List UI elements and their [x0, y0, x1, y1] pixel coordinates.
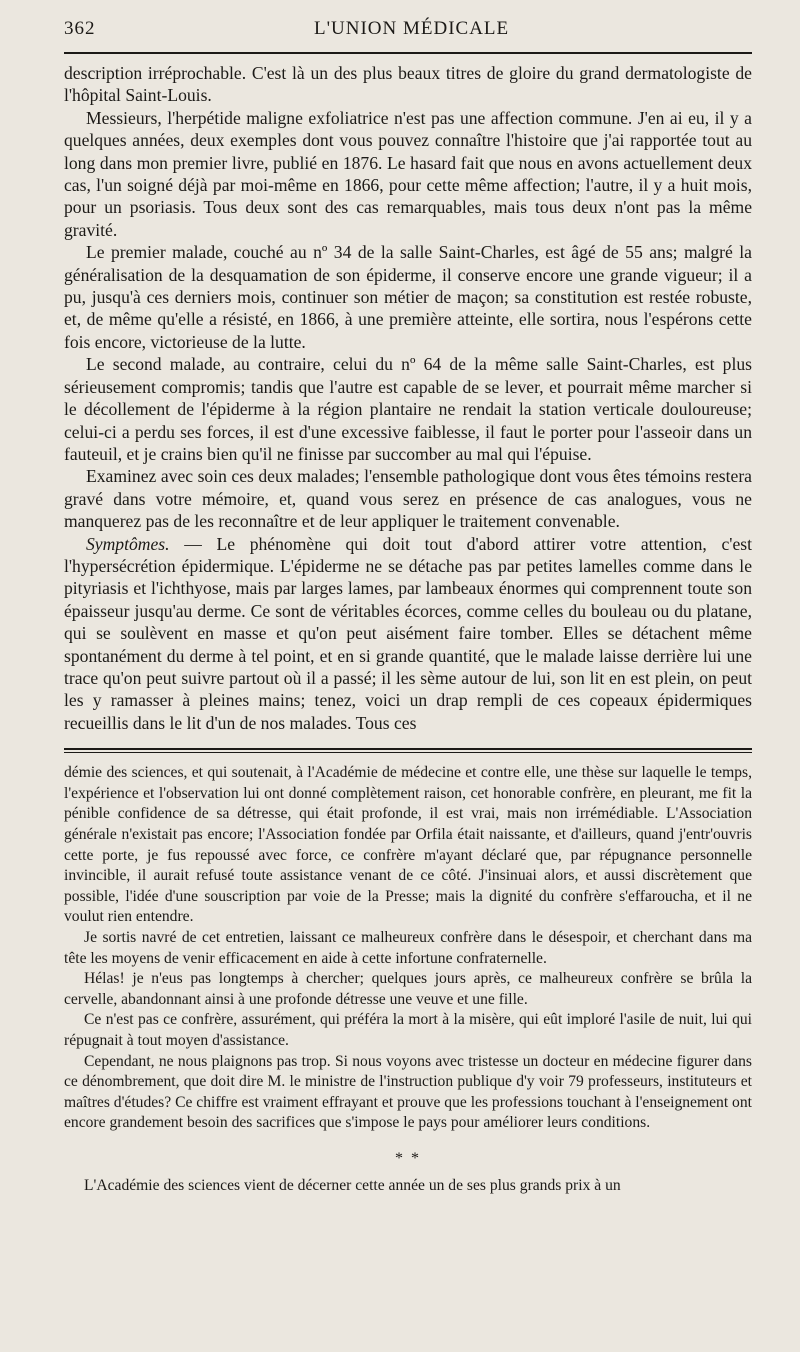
article-paragraph: Examinez avec soin ces deux malades; l'ensemble pathologique dont vous êtes témoins restera gravé dans votre mémoire, et, quand vous serez en présence de cas analogues, vous ne manquerez pas de les reconnaître et de leur appliquer le traitement convenable. — [64, 466, 752, 532]
main-article — [64, 62, 752, 734]
journal-title: L'UNION MÉDICALE — [314, 18, 510, 39]
feuilleton-last-line: L'Académie des sciences vient de décerner cette année un de ses plus grands prix à un — [84, 1176, 621, 1194]
feuilleton-paragraph: Ce n'est pas ce confrère, assurément, qui préféra la mort à la misère, qui eût imploré l'asile de nuit, lui qui répugnait à tout moyen d'assistance. — [64, 1011, 752, 1049]
feuilleton-rule — [64, 748, 752, 753]
running-header — [64, 18, 752, 46]
symptoms-heading: Symptômes. — [86, 533, 170, 554]
page-number: 362 — [64, 18, 96, 39]
symptoms-paragraph — [64, 533, 752, 735]
header-rule — [64, 52, 752, 54]
section-separator: * * — [395, 1149, 421, 1167]
feuilleton-paragraph: Je sortis navré de cet entretien, laissant ce malheureux confrère dans le désespoir, et cherchant dans ma tête les moyens de venir efficacement en aide à cette infortune confraternelle. — [64, 928, 752, 967]
article-paragraph: Messieurs, l'herpétide maligne exfoliatrice n'est pas une affection commune. J'en ai eu, il y a quelques années, deux exemples dont vous pouvez connaître l'histoire que j'ai rapportée tout au long dans mon premier livre, publié en 1876. Le hasard fait que nous en avons actuellement deux cas, l'un soigné déjà par moi-même en 1866, pour cette même affection; l'autre, il y a huit mois, pour un psoriasis. Tous deux sont des cas remarquables, mais tous deux n'ont pas la même gravité. — [64, 107, 752, 240]
article-paragraph: Le second malade, au contraire, celui du nº 64 de la même salle Saint-Charles, est plus sérieusement compromis; tandis que l'autre est capable de se lever, et pourrait même marcher si le décollement de l'épiderme à la région plantaire ne rendait la station verticale douloureuse; celui-ci a perdu ses forces, il est d'une excessive faiblesse, il faut le porter pour l'asseoir dans un fauteuil, et je crains bien qu'il ne finisse par succomber au mal qui l'épuise. — [64, 354, 752, 464]
feuilleton-paragraph: démie des sciences, et qui soutenait, à l'Académie de médecine et contre elle, une thèse sur laquelle le temps, l'expérience et l'observation lui ont donné complètement raison, cet honorable confrère, en pleurant, me fit la pénible confidence de sa détresse, qui était profonde, il est vrai, mais non irrémédiable. L'Association générale n'existait pas encore; l'Association fondée par Orfila était naissante, et d'ailleurs, quand j'entr'ouvris cette porte, je fus repoussé avec force, ce confrère m'ayant déclaré que, par répugnance personnelle invincible, il aurait refusé toute assistance venant de ce côté. J'insinuai alors, et aussi discrètement que possible, l'idée d'une souscription par voie de la Presse; mais la dignité du confrère s'effaroucha, et il ne voulut rien entendre. — [64, 764, 752, 926]
symptoms-text: — Le phénomène qui doit tout d'abord attirer votre attention, c'est l'hypersécrétion épidermique. L'épiderme ne se détache pas par petites lamelles comme dans le pityriasis et l'ichthyose, mais par larges lames, par lambeaux énormes qui comprennent toute son épaisseur jusqu'au derme. Ce sont de véritables écorces, comme celles du bouleau ou du platane, qui se soulèvent en masse et qu'on peut aisément faire tomber. Elles se détachent même spontanément du derme à tel point, et en si grande quantité, que le malade laisse derrière lui une trace qu'on peut suivre partout où il a passé; il les sème autour de lui, son lit en est plein, on peut les y ramasser à pleines mains; tenez, voici un drap rempli de ces copeaux épidermiques recueillis dans le lit d'un de nos malades. Tous ces — [64, 533, 752, 733]
article-paragraph: description irréprochable. C'est là un des plus beaux titres de gloire du grand dermatologiste de l'hôpital Saint-Louis. — [64, 63, 752, 106]
article-paragraph: Le premier malade, couché au nº 34 de la salle Saint-Charles, est âgé de 55 ans; malgré la généralisation de la desquamation de son épiderme, il conserve encore une grande vigueur; il a pu, jusqu'à ces derniers mois, continuer son métier de maçon; sa constitution est restée robuste, et, de même qu'elle a résisté, en 1866, à une première atteinte, elle sortira, nous l'espérons cette fois encore, victorieuse de la lutte. — [64, 242, 752, 352]
feuilleton-paragraph: Cependant, ne nous plaignons pas trop. Si nous voyons avec tristesse un docteur en médecine figurer dans ce dénombrement, que doit dire M. le ministre de l'instruction publique d'y voir 79 professeurs, instituteurs et maîtres d'études? Ce chiffre est vraiment effrayant et prouve que les professions touchant à l'enseignement ont encore grandement besoin des sacrifices que s'impose le pays pour améliorer leurs conditions. — [64, 1052, 752, 1132]
feuilleton-paragraph: Hélas! je n'eus pas longtemps à chercher; quelques jours après, ce malheureux confrère se brûla la cervelle, abandonnant ainsi à une profonde détresse une veuve et une fille. — [64, 970, 752, 1008]
feuilleton-section — [64, 763, 752, 1196]
